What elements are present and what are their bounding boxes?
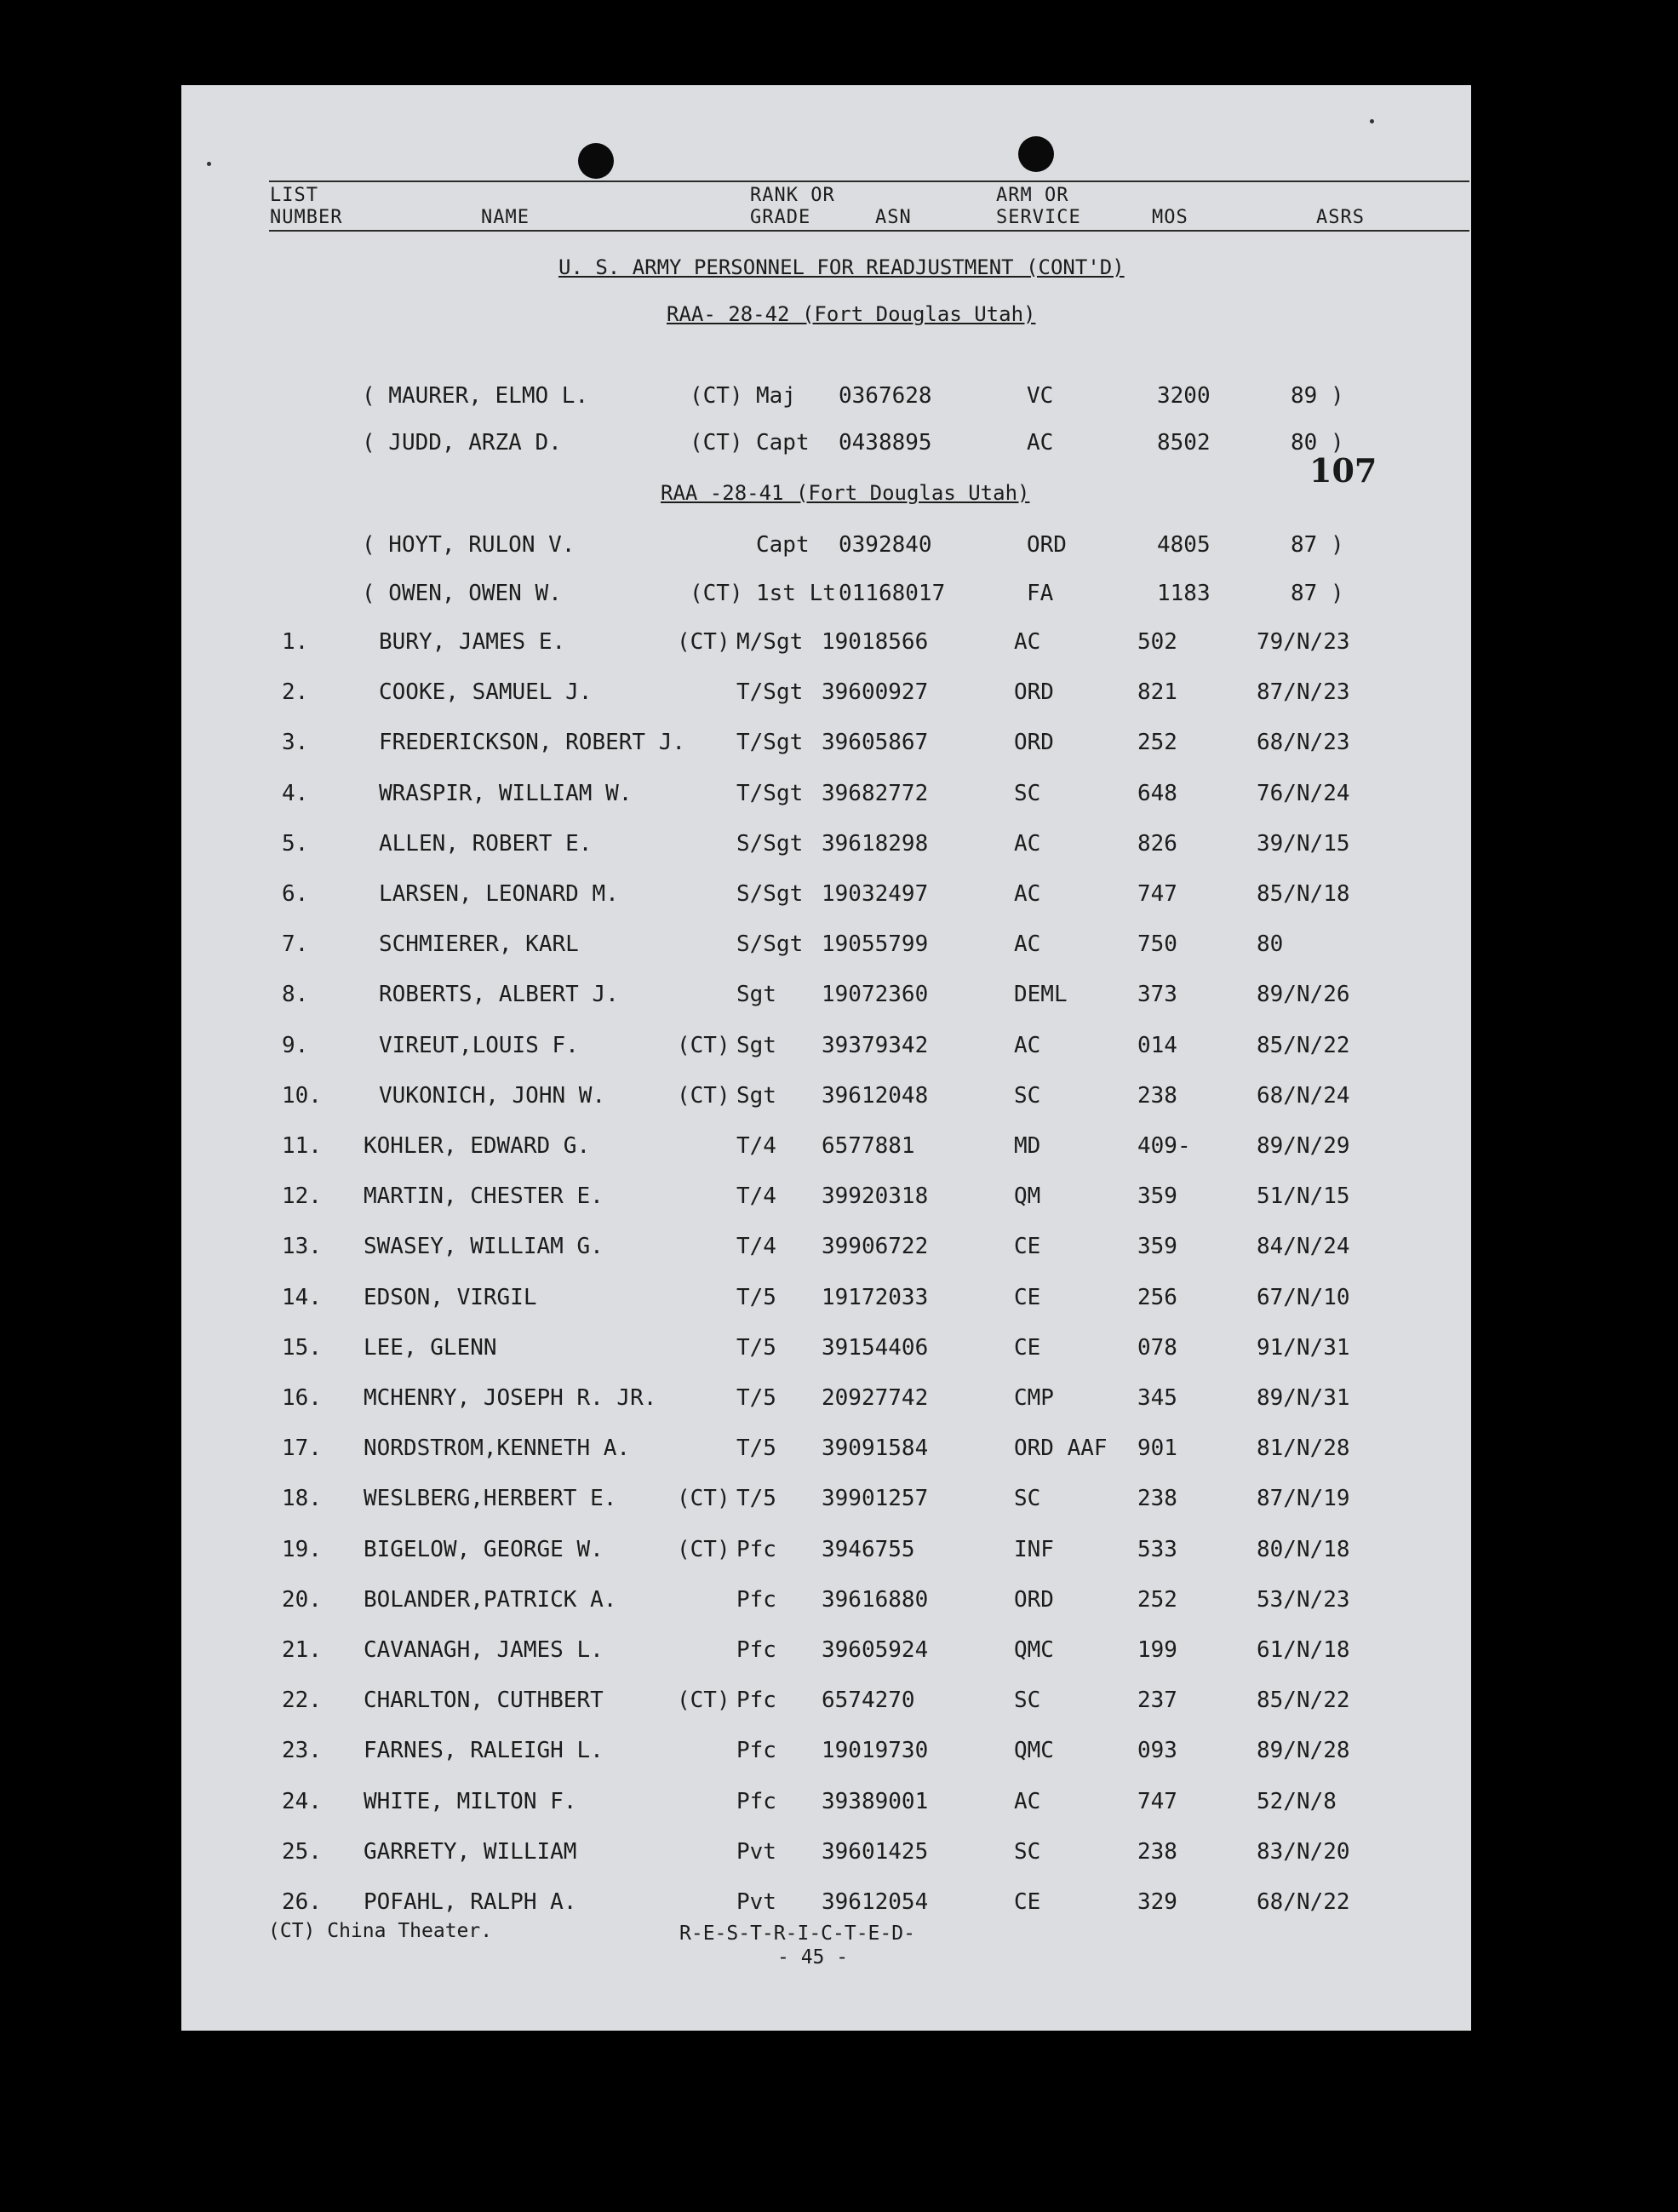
arm: CMP (1014, 1385, 1054, 1411)
asrs: 53/N/23 (1257, 1587, 1350, 1613)
rank: T/4 (736, 1234, 776, 1259)
ct-flag: (CT) (677, 1688, 730, 1713)
list-number: 16. (282, 1385, 322, 1411)
arm: AC (1014, 831, 1041, 857)
rank: T/5 (736, 1385, 776, 1411)
mos: 409- (1137, 1133, 1191, 1159)
mos: 252 (1137, 730, 1177, 755)
rank: S/Sgt (736, 881, 804, 907)
asn: 39901257 (822, 1486, 929, 1511)
document-title: U. S. ARMY PERSONNEL FOR READJUSTMENT (CONT'D) (558, 255, 1125, 279)
mos: 014 (1137, 1033, 1177, 1058)
list-number: 19. (282, 1537, 322, 1562)
asrs: 52/N/8 (1257, 1789, 1337, 1814)
name: NORDSTROM,KENNETH A. (364, 1436, 631, 1461)
asrs: 84/N/24 (1257, 1234, 1350, 1259)
table-row (181, 977, 1471, 1011)
ct-flag: (CT) (690, 383, 743, 409)
asn: 39605867 (822, 730, 929, 755)
arm: QMC (1014, 1738, 1054, 1763)
name: POFAHL, RALPH A. (364, 1889, 577, 1915)
ct-flag: (CT) (677, 1537, 730, 1562)
header-rule-top (269, 181, 1469, 182)
table-row (181, 1281, 1471, 1315)
mos: 238 (1137, 1486, 1177, 1511)
header-arm-or: ARM OR (996, 185, 1069, 206)
list-number: 23. (282, 1738, 322, 1763)
asn: 39906722 (822, 1234, 929, 1259)
arm: ORD (1027, 532, 1067, 558)
arm: VC (1027, 383, 1054, 409)
table-row (181, 1885, 1471, 1919)
arm: CE (1014, 1234, 1041, 1259)
header-list: LIST (270, 185, 318, 206)
speck (207, 162, 211, 166)
asrs: 87 ) (1291, 581, 1344, 606)
arm: DEML (1014, 982, 1068, 1007)
punch-hole-right (1018, 136, 1054, 172)
asn: 3946755 (822, 1537, 915, 1562)
mos: 238 (1137, 1839, 1177, 1865)
arm: SC (1014, 1839, 1041, 1865)
arm: ORD AAF (1014, 1436, 1108, 1461)
name: LEE, GLENN (364, 1335, 497, 1361)
table-row (181, 827, 1471, 861)
mos: 4805 (1157, 532, 1211, 558)
rank: T/5 (736, 1486, 776, 1511)
arm: AC (1027, 430, 1054, 456)
list-number: 25. (282, 1839, 322, 1865)
rank: S/Sgt (736, 931, 804, 957)
arm: AC (1014, 629, 1041, 655)
name: SWASEY, WILLIAM G. (364, 1234, 604, 1259)
list-number: 7. (282, 931, 309, 957)
table-row (181, 927, 1471, 961)
arm: ORD (1014, 730, 1054, 755)
rank: Capt (756, 532, 810, 558)
asn: 19172033 (822, 1285, 929, 1310)
asn: 39920318 (822, 1183, 929, 1209)
name: ROBERTS, ALBERT J. (379, 982, 619, 1007)
list-number: 4. (282, 781, 309, 806)
header-name: NAME (481, 207, 530, 228)
mos: 901 (1137, 1436, 1177, 1461)
table-row (181, 1381, 1471, 1415)
name: EDSON, VIRGIL (364, 1285, 537, 1310)
list-number: 5. (282, 831, 309, 857)
asn: 19055799 (822, 931, 929, 957)
arm: ORD (1014, 679, 1054, 705)
header-asn: ASN (875, 207, 912, 228)
asn: 20927742 (822, 1385, 929, 1411)
list-number: 6. (282, 881, 309, 907)
mos: 238 (1137, 1083, 1177, 1109)
asrs: 87/N/23 (1257, 679, 1350, 705)
name: BURY, JAMES E. (379, 629, 566, 655)
asrs: 80 (1257, 931, 1284, 957)
table-row (181, 1733, 1471, 1768)
header-rank-or: RANK OR (750, 185, 835, 206)
asn: 19072360 (822, 982, 929, 1007)
asn: 39612048 (822, 1083, 929, 1109)
name: ( OWEN, OWEN W. (362, 581, 562, 606)
name: ALLEN, ROBERT E. (379, 831, 593, 857)
asn: 39600927 (822, 679, 929, 705)
asn: 6574270 (822, 1688, 915, 1713)
name: LARSEN, LEONARD M. (379, 881, 619, 907)
asrs: 89/N/28 (1257, 1738, 1350, 1763)
mos: 821 (1137, 679, 1177, 705)
name: COOKE, SAMUEL J. (379, 679, 593, 705)
name: WRASPIR, WILLIAM W. (379, 781, 633, 806)
list-number: 3. (282, 730, 309, 755)
mos: 345 (1137, 1385, 1177, 1411)
arm: FA (1027, 581, 1054, 606)
name: WESLBERG,HERBERT E. (364, 1486, 617, 1511)
name: VIREUT,LOUIS F. (379, 1033, 579, 1058)
name: MCHENRY, JOSEPH R. JR. (364, 1385, 657, 1411)
asrs: 89 ) (1291, 383, 1344, 409)
arm: QM (1014, 1183, 1041, 1209)
mos: 199 (1137, 1637, 1177, 1663)
name: CAVANAGH, JAMES L. (364, 1637, 604, 1663)
list-number: 1. (282, 629, 309, 655)
asrs: 79/N/23 (1257, 629, 1350, 655)
list-number: 26. (282, 1889, 322, 1915)
table-row (181, 1129, 1471, 1163)
punch-hole-left (578, 143, 614, 179)
asrs: 61/N/18 (1257, 1637, 1350, 1663)
mos: 237 (1137, 1688, 1177, 1713)
table-row (181, 1683, 1471, 1717)
mos: 502 (1137, 629, 1177, 655)
asrs: 85/N/18 (1257, 881, 1350, 907)
arm: AC (1014, 881, 1041, 907)
rank: M/Sgt (736, 629, 804, 655)
name: ( JUDD, ARZA D. (362, 430, 562, 456)
table-row (181, 1431, 1471, 1465)
arm: INF (1014, 1537, 1054, 1562)
mos: 078 (1137, 1335, 1177, 1361)
arm: AC (1014, 931, 1041, 957)
ct-flag: (CT) (677, 1033, 730, 1058)
rank: Sgt (736, 1033, 776, 1058)
asn: 19019730 (822, 1738, 929, 1763)
asrs: 91/N/31 (1257, 1335, 1350, 1361)
header-rule-bottom (269, 230, 1469, 232)
rank: T/4 (736, 1183, 776, 1209)
rank: 1st Lt (756, 581, 836, 606)
asrs: 81/N/28 (1257, 1436, 1350, 1461)
ct-flag: (CT) (677, 629, 730, 655)
rank: T/Sgt (736, 781, 804, 806)
asrs: 39/N/15 (1257, 831, 1350, 857)
rank: Pfc (736, 1789, 776, 1814)
asn: 39616880 (822, 1587, 929, 1613)
arm: AC (1014, 1789, 1041, 1814)
name: SCHMIERER, KARL (379, 931, 579, 957)
table-row (181, 725, 1471, 759)
officer-row (181, 426, 1471, 460)
table-row (181, 1229, 1471, 1264)
mos: 093 (1137, 1738, 1177, 1763)
arm: SC (1014, 1688, 1041, 1713)
arm: SC (1014, 1486, 1041, 1511)
name: KOHLER, EDWARD G. (364, 1133, 591, 1159)
page-number: - 45 - (777, 1946, 849, 1968)
table-row (181, 1835, 1471, 1869)
header-grade: GRADE (750, 207, 811, 228)
table-row (181, 776, 1471, 811)
list-number: 14. (282, 1285, 322, 1310)
asrs: 89/N/29 (1257, 1133, 1350, 1159)
asn: 01168017 (839, 581, 946, 606)
document-page (181, 85, 1471, 2031)
rank: Pfc (736, 1688, 776, 1713)
list-number: 15. (282, 1335, 322, 1361)
list-number: 17. (282, 1436, 322, 1461)
header-number: NUMBER (270, 207, 343, 228)
mos: 747 (1137, 1789, 1177, 1814)
rank: T/5 (736, 1436, 776, 1461)
rank: Sgt (736, 982, 776, 1007)
list-number: 13. (282, 1234, 322, 1259)
rank: Pfc (736, 1537, 776, 1562)
mos: 648 (1137, 781, 1177, 806)
asrs: 87/N/19 (1257, 1486, 1350, 1511)
table-row (181, 877, 1471, 911)
stamped-page-number: 107 (1309, 451, 1377, 490)
asn: 39612054 (822, 1889, 929, 1915)
mos: 359 (1137, 1183, 1177, 1209)
ct-flag: (CT) (690, 430, 743, 456)
asrs: 51/N/15 (1257, 1183, 1350, 1209)
list-number: 10. (282, 1083, 322, 1109)
asrs: 83/N/20 (1257, 1839, 1350, 1865)
asn: 0438895 (839, 430, 932, 456)
arm: ORD (1014, 1587, 1054, 1613)
mos: 329 (1137, 1889, 1177, 1915)
speck (1370, 119, 1374, 123)
list-number: 9. (282, 1033, 309, 1058)
list-number: 18. (282, 1486, 322, 1511)
name: WHITE, MILTON F. (364, 1789, 577, 1814)
mos: 747 (1137, 881, 1177, 907)
asrs: 68/N/23 (1257, 730, 1350, 755)
table-row (181, 625, 1471, 659)
table-row (181, 1481, 1471, 1516)
section-heading-2: RAA -28-41 (Fort Douglas Utah) (661, 481, 1030, 505)
asn: 39618298 (822, 831, 929, 857)
name: MARTIN, CHESTER E. (364, 1183, 604, 1209)
asn: 39154406 (822, 1335, 929, 1361)
rank: Pvt (736, 1839, 776, 1865)
asn: 39379342 (822, 1033, 929, 1058)
table-row (181, 1029, 1471, 1063)
name: BIGELOW, GEORGE W. (364, 1537, 604, 1562)
asrs: 76/N/24 (1257, 781, 1350, 806)
arm: SC (1014, 781, 1041, 806)
arm: QMC (1014, 1637, 1054, 1663)
asrs: 80 ) (1291, 430, 1344, 456)
list-number: 12. (282, 1183, 322, 1209)
header-mos: MOS (1152, 207, 1188, 228)
rank: Pfc (736, 1738, 776, 1763)
arm: CE (1014, 1889, 1041, 1915)
name: FREDERICKSON, ROBERT J. (379, 730, 686, 755)
list-number: 2. (282, 679, 309, 705)
list-number: 21. (282, 1637, 322, 1663)
section-heading-1: RAA- 28-42 (Fort Douglas Utah) (667, 302, 1036, 326)
ct-flag: (CT) (690, 581, 743, 606)
rank: Pfc (736, 1637, 776, 1663)
table-row (181, 1331, 1471, 1365)
asrs: 68/N/22 (1257, 1889, 1350, 1915)
name: BOLANDER,PATRICK A. (364, 1587, 617, 1613)
header-asrs: ASRS (1316, 207, 1365, 228)
arm: CE (1014, 1335, 1041, 1361)
table-row (181, 1179, 1471, 1213)
arm: SC (1014, 1083, 1041, 1109)
list-number: 22. (282, 1688, 322, 1713)
rank: Maj (756, 383, 796, 409)
legend-note: (CT) China Theater. (268, 1920, 493, 1942)
ct-flag: (CT) (677, 1083, 730, 1109)
mos: 1183 (1157, 581, 1211, 606)
asn: 39389001 (822, 1789, 929, 1814)
list-number: 24. (282, 1789, 322, 1814)
restricted-marking: R-E-S-T-R-I-C-T-E-D- (679, 1923, 915, 1945)
mos: 750 (1137, 931, 1177, 957)
name: GARRETY, WILLIAM (364, 1839, 577, 1865)
asrs: 87 ) (1291, 532, 1344, 558)
rank: Sgt (736, 1083, 776, 1109)
mos: 252 (1137, 1587, 1177, 1613)
name: VUKONICH, JOHN W. (379, 1083, 606, 1109)
ct-flag: (CT) (677, 1486, 730, 1511)
rank: T/Sgt (736, 730, 804, 755)
list-number: 20. (282, 1587, 322, 1613)
arm: MD (1014, 1133, 1041, 1159)
asrs: 89/N/31 (1257, 1385, 1350, 1411)
asn: 0367628 (839, 383, 932, 409)
asn: 19018566 (822, 629, 929, 655)
asrs: 85/N/22 (1257, 1033, 1350, 1058)
arm: CE (1014, 1285, 1041, 1310)
mos: 373 (1137, 982, 1177, 1007)
asrs: 67/N/10 (1257, 1285, 1350, 1310)
list-number: 8. (282, 982, 309, 1007)
mos: 826 (1137, 831, 1177, 857)
rank: Pvt (736, 1889, 776, 1915)
table-row (181, 1633, 1471, 1667)
list-number: 11. (282, 1133, 322, 1159)
asn: 39091584 (822, 1436, 929, 1461)
arm: AC (1014, 1033, 1041, 1058)
mos: 359 (1137, 1234, 1177, 1259)
asn: 39601425 (822, 1839, 929, 1865)
mos: 8502 (1157, 430, 1211, 456)
name: CHARLTON, CUTHBERT (364, 1688, 604, 1713)
asn: 39682772 (822, 781, 929, 806)
officer-row (181, 379, 1471, 413)
mos: 256 (1137, 1285, 1177, 1310)
mos: 3200 (1157, 383, 1211, 409)
table-row (181, 1533, 1471, 1567)
rank: Capt (756, 430, 810, 456)
table-row (181, 1785, 1471, 1819)
table-row (181, 675, 1471, 709)
asrs: 89/N/26 (1257, 982, 1350, 1007)
rank: T/4 (736, 1133, 776, 1159)
table-row (181, 1583, 1471, 1617)
asrs: 68/N/24 (1257, 1083, 1350, 1109)
asn: 39605924 (822, 1637, 929, 1663)
asrs: 80/N/18 (1257, 1537, 1350, 1562)
asn: 0392840 (839, 532, 932, 558)
officer-row (181, 528, 1471, 562)
asrs: 85/N/22 (1257, 1688, 1350, 1713)
officer-row (181, 576, 1471, 610)
mos: 533 (1137, 1537, 1177, 1562)
rank: T/5 (736, 1335, 776, 1361)
asn: 6577881 (822, 1133, 915, 1159)
rank: T/Sgt (736, 679, 804, 705)
rank: Pfc (736, 1587, 776, 1613)
rank: S/Sgt (736, 831, 804, 857)
name: FARNES, RALEIGH L. (364, 1738, 604, 1763)
header-service: SERVICE (996, 207, 1081, 228)
name: ( MAURER, ELMO L. (362, 383, 589, 409)
name: ( HOYT, RULON V. (362, 532, 576, 558)
asn: 19032497 (822, 881, 929, 907)
rank: T/5 (736, 1285, 776, 1310)
table-row (181, 1079, 1471, 1113)
